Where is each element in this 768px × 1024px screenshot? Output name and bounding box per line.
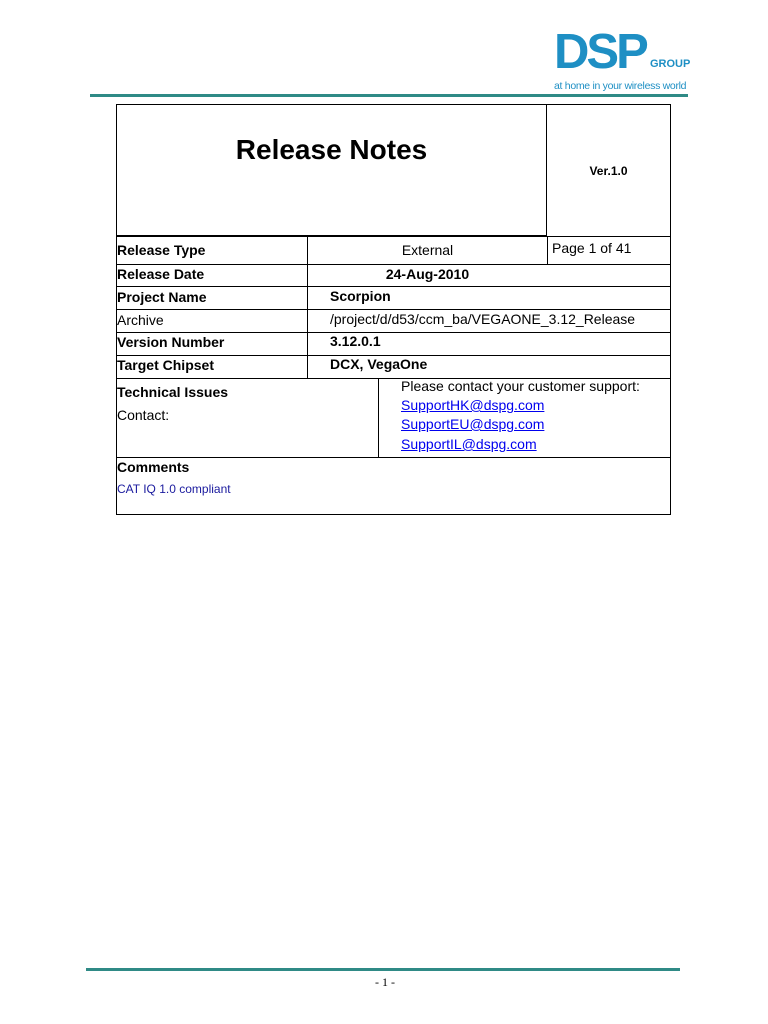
target-chipset-label: Target Chipset bbox=[117, 357, 214, 373]
page-info: Page 1 of 41 bbox=[552, 240, 632, 256]
title-cell bbox=[116, 104, 547, 236]
target-chipset-value: DCX, VegaOne bbox=[330, 356, 428, 372]
release-date-label: Release Date bbox=[117, 266, 205, 282]
footer-rule bbox=[86, 968, 680, 971]
version-number-label: Version Number bbox=[117, 334, 225, 350]
header-rule bbox=[90, 94, 688, 97]
document-version: Ver.1.0 bbox=[589, 164, 628, 178]
project-name-value: Scorpion bbox=[330, 288, 391, 304]
contact-label: Contact: bbox=[117, 407, 170, 423]
dsp-group-logo bbox=[552, 25, 691, 96]
logo-group-text: GROUP bbox=[650, 58, 691, 70]
technical-issues-label: Technical Issues bbox=[117, 384, 229, 400]
comments-text: CAT IQ 1.0 compliant bbox=[117, 482, 231, 496]
version-number-value: 3.12.0.1 bbox=[330, 333, 381, 349]
page-number: - 1 - bbox=[375, 975, 395, 989]
project-name-label: Project Name bbox=[117, 289, 207, 305]
logo-wordmark: DSP bbox=[554, 25, 646, 79]
support-intro: Please contact your customer support: bbox=[401, 378, 640, 394]
support-email-il[interactable]: SupportIL@dspg.com bbox=[401, 436, 537, 452]
archive-value: /project/d/d53/ccm_ba/VEGAONE_3.12_Release bbox=[330, 311, 636, 327]
comments-label: Comments bbox=[117, 459, 190, 475]
archive-label: Archive bbox=[117, 312, 164, 328]
release-type-value: External bbox=[401, 242, 454, 258]
logo-tagline: at home in your wireless world bbox=[554, 80, 687, 92]
document-title: Release Notes bbox=[235, 134, 428, 165]
release-date-value: 24-Aug-2010 bbox=[385, 266, 470, 282]
support-email-hk[interactable]: SupportHK@dspg.com bbox=[401, 397, 545, 413]
release-type-label: Release Type bbox=[117, 242, 206, 258]
support-email-eu[interactable]: SupportEU@dspg.com bbox=[401, 416, 545, 432]
